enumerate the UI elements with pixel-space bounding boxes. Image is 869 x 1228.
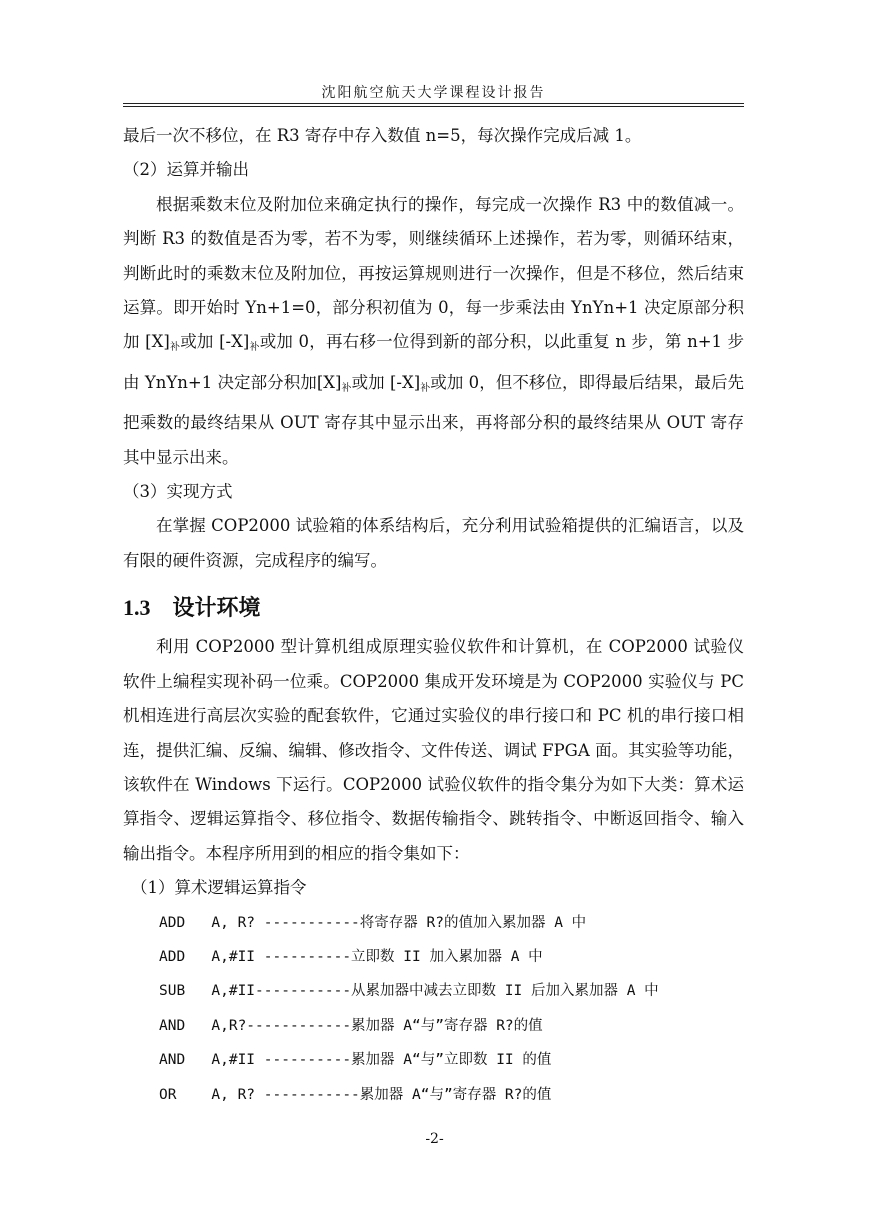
subscript: 补	[420, 382, 431, 394]
subscript: 补	[169, 342, 181, 354]
subscript: 补	[341, 382, 352, 394]
paragraph-1: 最后一次不移位，在 R3 寄存中存入数值 n=5，每次操作完成后减 1。	[123, 126, 642, 145]
section-heading	[123, 590, 744, 626]
paragraph-3: 在掌握 COP2000 试验箱的体系结构后，充分利用试验箱提供的汇编语言，以及有限的硬件资源，完成程序的编写。	[123, 516, 744, 570]
page-header: 沈阳航空航天大学课程设计报告	[321, 85, 546, 101]
paragraph-4: 利用 COP2000 型计算机组成原理实验仪软件和计算机，在 COP2000 试验仪软件上编程实现补码一位乘。COP2000 集成开发环境是为 COP2000 实验仪与 PC 机相连进行高层次实验的配套软件，它通过实验仪的串行接口和 PC 机的串行接口相连，提供汇编、反编、编辑、修改指令、文件传送、调试 FPGA 面。其实验等功能，该软件在 Windows 下运行。COP2000 试验仪软件的指令集分为如下大类：算术运算指令、逻辑运算指令、移位指令、数据传输指令、跳转指令、中断返回指令、输入输出指令。本程序所用到的相应的指令集如下：	[123, 637, 744, 863]
page-body	[123, 119, 744, 1112]
para2-text-b: 或加 [-X]	[180, 332, 250, 352]
heading-text: 设计环境	[172, 595, 261, 621]
list-title: （1）算术逻辑运算指令	[131, 878, 307, 898]
instruction-line: ADD A, R? -----------将寄存器 R?的值加入累加器 A 中	[159, 914, 587, 931]
section-3-title: （3）实现方式	[123, 482, 233, 502]
para2-text-d: 或加 [-X]	[351, 372, 421, 392]
subscript: 补	[249, 342, 260, 354]
para2-text-a: 根据乘数末位及附加位来确定执行的操作，每完成一次操作 R3 中的数值减一。判断 R3 的数值是否为零，若不为零，则继续循环上述操作，若为零，则循环结束，判断此时的乘数末位及附加位，再按运算规则进行一次操作，但是不移位，然后结束运算。即开始时 Yn+1=0，部分积初值为 0，每一步乘法由 YnYn+1 决定原部分积加 [X]	[123, 194, 744, 352]
section-2-title: （2）运算并输出	[123, 160, 249, 180]
instruction-line: OR A, R? -----------累加器 A“与”寄存器 R?的值	[159, 1086, 552, 1103]
instruction-line: ADD A,#II ----------立即数 II 加入累加器 A 中	[159, 948, 543, 965]
instruction-line: AND A,#II ----------累加器 A“与”立即数 II 的值	[159, 1052, 552, 1069]
para2-text-c: 或加 0，再右移一位得到新的部分积，以此重复 n 步，第 n+1 步由 YnYn+1 决定部分积加[X]	[123, 332, 744, 392]
para2-text-e: 或加 0，但不移位，即得最后结果，最后先把乘数的最终结果从 OUT 寄存其中显示出来，再将部分积的最终结果从 OUT 寄存其中显示出来。	[123, 372, 745, 467]
header-rule-2	[123, 106, 744, 107]
header-rule	[123, 103, 744, 104]
page-number: -2-	[425, 1131, 444, 1147]
heading-number: 1.3	[123, 595, 151, 621]
instruction-list	[123, 906, 744, 1112]
paragraph-2	[123, 188, 744, 475]
instruction-line: SUB A,#II-----------从累加器中减去立即数 II 后加入累加器 A 中	[159, 983, 659, 1000]
instruction-line: AND A,R?------------累加器 A“与”寄存器 R?的值	[159, 1017, 543, 1034]
